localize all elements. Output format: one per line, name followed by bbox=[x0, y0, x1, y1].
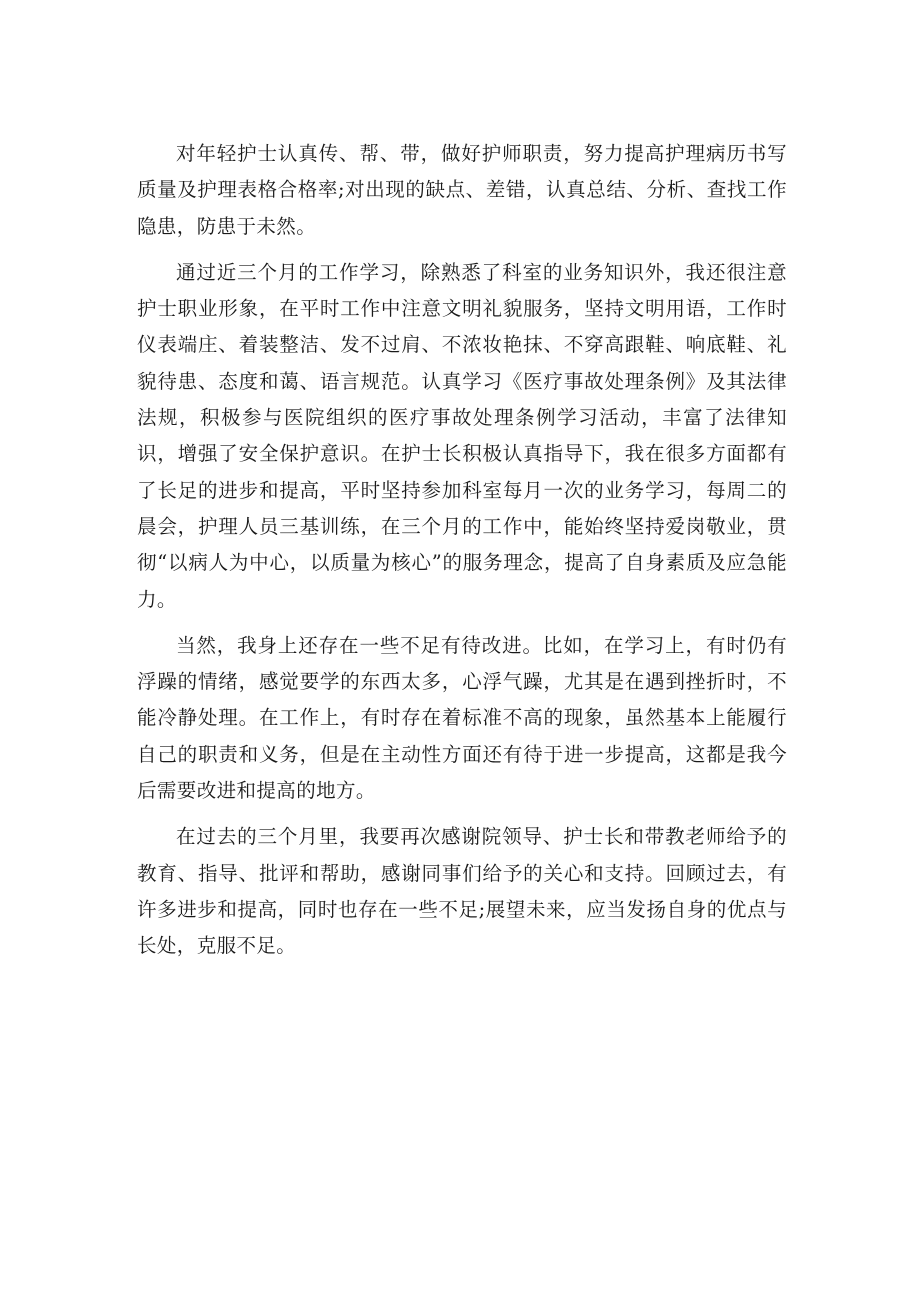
paragraph-mentoring: 对年轻护士认真传、帮、带，做好护师职责，努力提高护理病历书写质量及护理表格合格率;对出现的缺点、差错，认真总结、分析、查找工作隐患，防患于未然。 bbox=[137, 142, 787, 238]
paragraph-gratitude: 在过去的三个月里，我要再次感谢院领导、护士长和带教老师给予的教育、指导、批评和帮助，感谢同事们给予的关心和支持。回顾过去，有许多进步和提高，同时也存在一些不足;展望未来，应当发扬自身的优点与长处，克服不足。 bbox=[137, 825, 787, 958]
paragraph-shortcomings: 当然，我身上还存在一些不足有待改进。比如，在学习上，有时仍有浮躁的情绪，感觉要学的东西太多，心浮气躁，尤其是在遇到挫折时，不能冷静处理。在工作上，有时存在着标准不高的现象，虽然基本上能履行自己的职责和义务，但是在主动性方面还有待于进一步提高，这都是我今后需要改进和提高的地方。 bbox=[137, 633, 787, 803]
paragraph-work-study: 通过近三个月的工作学习，除熟悉了科室的业务知识外，我还很注意护士职业形象，在平时工作中注意文明礼貌服务，坚持文明用语，工作时仪表端庄、着装整洁、发不过肩、不浓妆艳抹、不穿高跟鞋、响底鞋、礼貌待患、态度和蔼、语言规范。认真学习《医疗事故处理条例》及其法律法规，积极参与医院组织的医疗事故处理条例学习活动，丰富了法律知识，增强了安全保护意识。在护士长积极认真指导下，我在很多方面都有了长足的进步和提高，平时坚持参加科室每月一次的业务学习，每周二的晨会，护理人员三基训练，在三个月的工作中，能始终坚持爱岗敬业，贯彻“以病人为中心，以质量为核心”的服务理念，提高了自身素质及应急能力。 bbox=[137, 260, 787, 611]
document-body bbox=[137, 136, 787, 975]
